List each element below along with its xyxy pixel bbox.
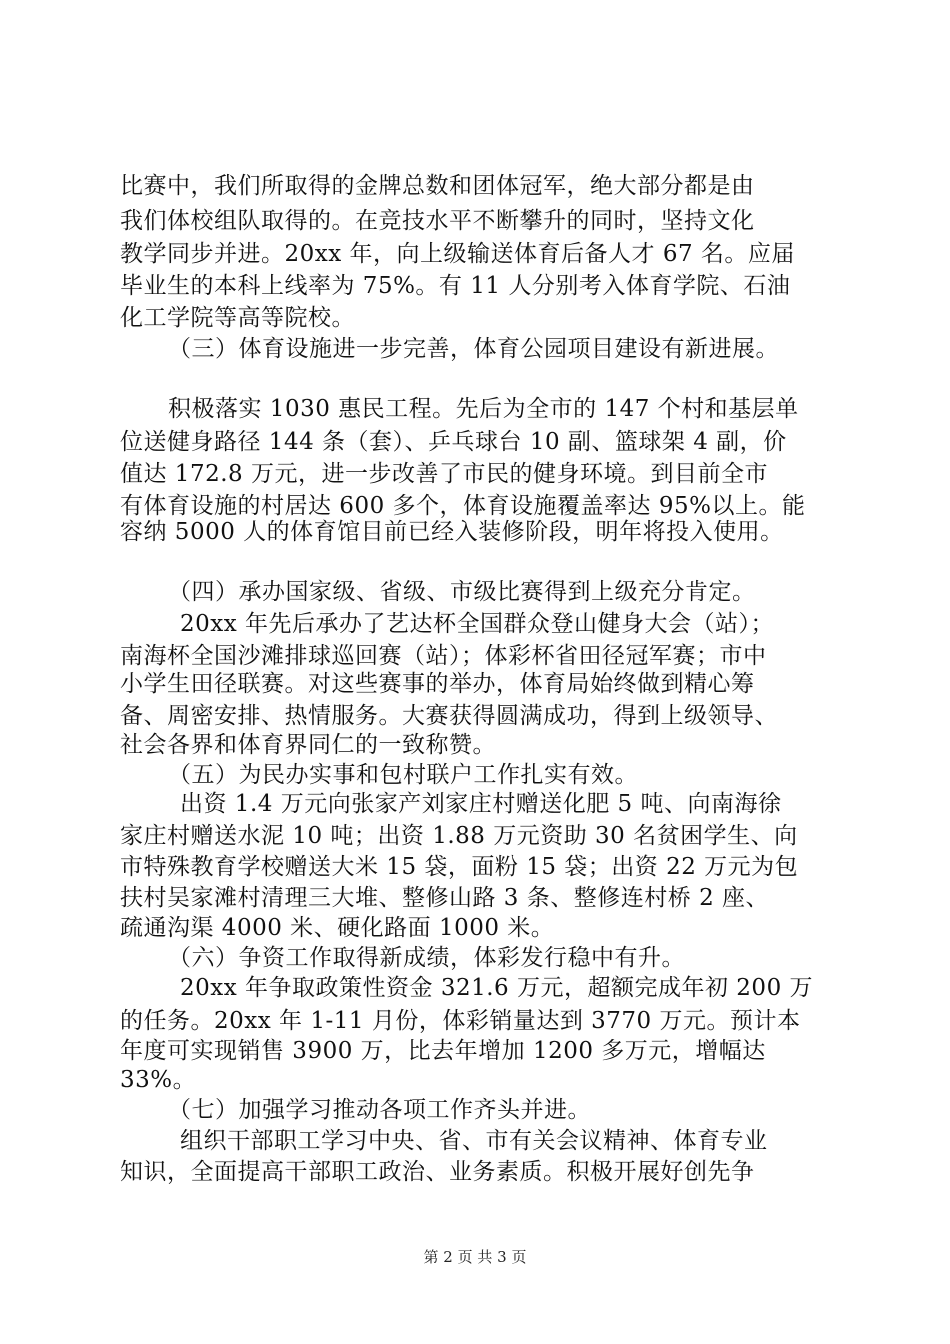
paragraph-line: 出资 1.4 万元向张家产刘家庄村赠送化肥 5 吨、向南海徐 <box>180 791 782 817</box>
paragraph-line: 年度可实现销售 3900 万，比去年增加 1200 多万元，增幅达 <box>120 1038 766 1064</box>
paragraph-line: 积极落实 1030 惠民工程。先后为全市的 147 个村和基层单 <box>168 396 799 422</box>
paragraph-line: 有体育设施的村居达 600 多个，体育设施覆盖率达 95%以上。能 <box>120 493 806 519</box>
paragraph-line: 组织干部职工学习中央、省、市有关会议精神、体育专业 <box>180 1128 768 1154</box>
paragraph-line: 疏通沟渠 4000 米、硬化路面 1000 米。 <box>120 915 555 941</box>
paragraph-line: 33%。 <box>120 1067 197 1093</box>
section-heading: （七）加强学习推动各项工作齐头并进。 <box>168 1097 591 1123</box>
paragraph-line: 扶村吴家滩村清理三大堆、整修山路 3 条、整修连村桥 2 座、 <box>120 885 770 911</box>
paragraph-line: 小学生田径联赛。对这些赛事的举办，体育局始终做到精心筹 <box>120 671 755 697</box>
paragraph-line: 20xx 年争取政策性资金 321.6 万元，超额完成年初 200 万 <box>180 975 814 1001</box>
paragraph-line: 社会各界和体育界同仁的一致称赞。 <box>120 732 496 758</box>
paragraph-line: 备、周密安排、热情服务。大赛获得圆满成功，得到上级领导、 <box>120 703 778 729</box>
section-heading: （四）承办国家级、省级、市级比赛得到上级充分肯定。 <box>168 579 756 605</box>
section-heading: （六）争资工作取得新成绩，体彩发行稳中有升。 <box>168 945 685 971</box>
paragraph-line: 知识，全面提高干部职工政治、业务素质。积极开展好创先争 <box>120 1159 755 1185</box>
paragraph-line: 南海杯全国沙滩排球巡回赛（站）；体彩杯省田径冠军赛；市中 <box>120 643 767 669</box>
paragraph-line: 比赛中，我们所取得的金牌总数和团体冠军，绝大部分都是由 <box>120 173 755 199</box>
paragraph-line: 我们体校组队取得的。在竞技水平不断攀升的同时，坚持文化 <box>120 208 755 234</box>
paragraph-line: 化工学院等高等院校。 <box>120 305 355 331</box>
section-heading: （三）体育设施进一步完善，体育公园项目建设有新进展。 <box>168 336 779 362</box>
paragraph-line: 毕业生的本科上线率为 75%。有 11 人分别考入体育学院、石油 <box>120 273 791 299</box>
paragraph-line: 值达 172.8 万元，进一步改善了市民的健身环境。到目前全市 <box>120 461 768 487</box>
page-number-footer: 第 2 页 共 3 页 <box>423 1248 527 1266</box>
section-heading: （五）为民办实事和包村联户工作扎实有效。 <box>168 762 638 788</box>
paragraph-line: 的任务。20xx 年 1-11 月份，体彩销量达到 3770 万元。预计本 <box>120 1008 801 1034</box>
paragraph-line: 位送健身路径 144 条（套）、乒乓球台 10 副、篮球架 4 副，价 <box>120 429 787 455</box>
paragraph-line: 容纳 5000 人的体育馆目前已经入装修阶段，明年将投入使用。 <box>120 519 784 545</box>
paragraph-line: 20xx 年先后承办了艺达杯全国群众登山健身大会（站）； <box>180 611 775 637</box>
paragraph-line: 家庄村赠送水泥 10 吨；出资 1.88 万元资助 30 名贫困学生、向 <box>120 823 798 849</box>
paragraph-line: 教学同步并进。20xx 年，向上级输送体育后备人才 67 名。应届 <box>120 241 795 267</box>
paragraph-line: 市特殊教育学校赠送大米 15 袋，面粉 15 袋；出资 22 万元为包 <box>120 854 799 880</box>
